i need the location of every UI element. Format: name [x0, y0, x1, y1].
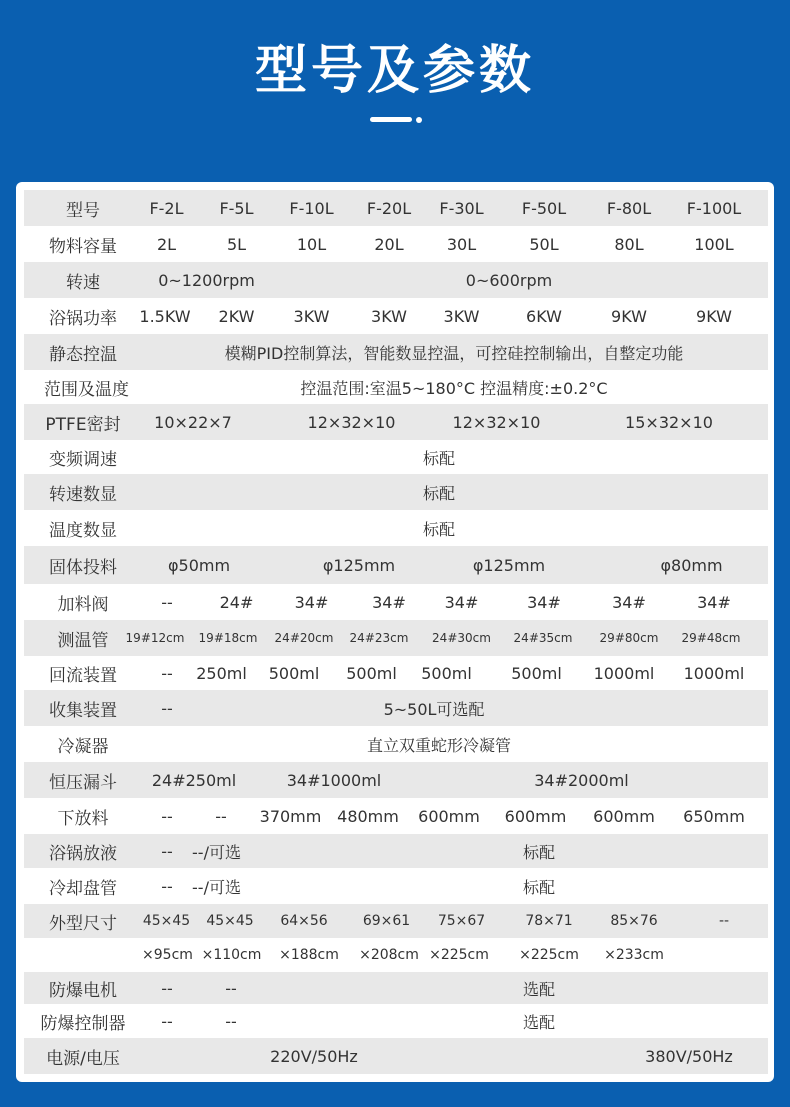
table-cell: ×208cm [359, 947, 419, 963]
table-cell: ×233cm [604, 947, 664, 963]
table-row [24, 584, 768, 620]
table-cell: φ80mm [660, 555, 723, 575]
page-title: 型号及参数 [254, 41, 535, 101]
table-cell: 标配 [422, 448, 455, 468]
table-cell: 380V/50Hz [645, 1046, 733, 1066]
table-cell: -- [161, 1011, 173, 1031]
row-label: 防爆电机 [49, 980, 117, 1001]
table-row [24, 690, 768, 726]
table-cell: 34#1000ml [286, 770, 382, 790]
row-label: 测温管 [57, 630, 109, 651]
table-cell: 1000ml [683, 663, 745, 683]
table-cell: F-30L [439, 198, 484, 218]
row-label: PTFE密封 [45, 414, 121, 435]
table-cell: 480mm [337, 806, 399, 826]
table-row [24, 262, 768, 298]
table-cell: 45×45 [206, 913, 254, 929]
table-cell: 9KW [696, 306, 732, 326]
table-cell: 15×32×10 [625, 412, 713, 432]
table-cell: 5L [226, 234, 247, 254]
table-row [24, 334, 768, 370]
table-cell: 直立双重蛇形冷凝管 [366, 735, 511, 755]
table-cell: 64×56 [280, 913, 328, 929]
table-cell: 24#250ml [151, 770, 237, 790]
table-cell: 0~600rpm [465, 270, 553, 290]
table-cell: 650mm [683, 806, 745, 826]
table-cell: 1.5KW [139, 306, 191, 326]
table-cell: 600mm [504, 806, 567, 826]
header [0, 0, 790, 182]
table-row [24, 298, 768, 334]
table-cell: 500ml [511, 663, 562, 683]
table-cell: -- [161, 876, 173, 896]
row-label: 下放料 [57, 808, 109, 829]
table-cell: F-10L [289, 198, 334, 218]
table-cell: 12×32×10 [307, 412, 396, 432]
table-cell: 24# [219, 592, 254, 612]
table-cell: 模糊PID控制算法，智能数显控温，可控硅控制输出，自整定功能 [224, 343, 684, 363]
row-label: 变频调速 [49, 449, 117, 470]
table-cell: 24#23cm [349, 631, 409, 645]
table-row [24, 1004, 768, 1038]
table-cell: --/可选 [192, 842, 241, 862]
table-cell: 34# [697, 592, 731, 612]
table-cell: -- [161, 978, 173, 998]
table-cell: 选配 [522, 979, 555, 999]
table-cell: φ125mm [322, 555, 396, 575]
row-label: 物料容量 [49, 236, 117, 257]
table-cell: 75×67 [437, 913, 486, 929]
table-cell: 24#20cm [274, 631, 334, 645]
table-row [24, 726, 768, 762]
table-cell: 选配 [522, 1012, 555, 1032]
table-row [24, 1038, 768, 1074]
row-label: 防爆控制器 [40, 1013, 126, 1034]
table-cell: 34#2000ml [534, 770, 629, 790]
table-cell: 3KW [293, 306, 330, 326]
table-cell: F-2L [149, 198, 184, 218]
table-row [24, 404, 768, 440]
table-row [24, 510, 768, 546]
table-cell: φ50mm [167, 555, 231, 575]
table-cell: 34# [294, 592, 329, 612]
table-cell: 20L [374, 234, 404, 254]
table-row [24, 226, 768, 262]
table-cell: F-50L [521, 198, 567, 218]
table-cell: ×225cm [429, 947, 489, 963]
table-row [24, 440, 768, 474]
table-cell: 69×61 [362, 913, 411, 929]
table-cell: 34# [527, 592, 561, 612]
table-cell: 85×76 [610, 913, 658, 929]
table-cell: 控温范围:室温5~180°C 控温精度:±0.2°C [300, 378, 608, 398]
table-cell: 500ml [421, 663, 472, 683]
table-cell: 19#12cm [125, 631, 185, 645]
row-label: 静态控温 [49, 344, 117, 365]
table-row [24, 972, 768, 1004]
row-label: 浴锅放液 [49, 843, 117, 864]
row-label: 回流装置 [49, 665, 117, 686]
table-cell: ×225cm [519, 947, 579, 963]
row-label: 转速 [66, 272, 100, 293]
table-cell: 30L [446, 234, 477, 254]
table-cell: 34# [372, 592, 406, 612]
table-cell: -- [215, 806, 227, 826]
table-cell: 2L [156, 234, 177, 254]
table-cell: 370mm [259, 806, 322, 826]
table-cell: φ125mm [472, 555, 546, 575]
table-cell: ×95cm [142, 947, 193, 963]
row-label: 电源/电压 [46, 1048, 120, 1069]
row-label: 范围及温度 [44, 379, 129, 400]
row-label: 冷凝器 [57, 736, 109, 757]
table-cell: -- [718, 913, 730, 929]
row-label: 浴锅功率 [49, 308, 117, 329]
row-label: 固体投料 [49, 557, 117, 578]
table-cell: 600mm [418, 806, 480, 826]
table-cell: 220V/50Hz [270, 1046, 358, 1066]
title-dot [416, 117, 422, 123]
table-cell: 45×45 [142, 913, 191, 929]
table-cell: ×110cm [201, 947, 262, 963]
table-cell: --/可选 [192, 877, 241, 897]
table-row [24, 546, 768, 584]
table-cell: F-5L [219, 198, 254, 218]
table-cell: -- [161, 806, 173, 826]
table-cell: 标配 [522, 842, 555, 862]
table-row [24, 798, 768, 834]
table-cell: 250ml [196, 663, 247, 683]
table-cell: 80L [614, 234, 644, 254]
table-row [24, 868, 768, 904]
table-cell: 5~50L可选配 [383, 699, 485, 719]
table-cell: -- [225, 978, 237, 998]
row-label: 转速数显 [49, 484, 117, 505]
table-cell: F-100L [686, 198, 742, 218]
table-row [24, 620, 768, 656]
table-cell: 19#18cm [198, 631, 258, 645]
table-row [24, 370, 768, 404]
table-cell: 500ml [346, 663, 397, 683]
table-cell: -- [161, 841, 173, 861]
table-cell: 0~1200rpm [158, 270, 255, 290]
table-cell: 50L [529, 234, 559, 254]
row-label: 外型尺寸 [49, 913, 117, 934]
table-cell: -- [161, 592, 173, 612]
table-cell: 29#80cm [599, 631, 659, 645]
table-cell: 标配 [422, 483, 455, 503]
table-cell: 标配 [422, 519, 455, 539]
table-cell: 24#30cm [432, 631, 491, 645]
table-cell: 34# [612, 592, 646, 612]
table-cell: 10L [296, 234, 327, 254]
table-cell: -- [161, 698, 173, 718]
table-cell: 12×32×10 [452, 412, 541, 432]
table-cell: 500ml [268, 663, 320, 683]
table-row [24, 904, 768, 938]
table-cell: 2KW [218, 306, 255, 326]
table-row [24, 656, 768, 690]
table-cell: F-80L [606, 198, 652, 218]
table-row [24, 834, 768, 868]
table-row [24, 762, 768, 798]
table-cell: 24#35cm [513, 631, 573, 645]
table-cell: 29#48cm [681, 631, 741, 645]
table-cell: 10×22×7 [154, 412, 232, 432]
table-cell: 34# [444, 592, 479, 612]
table-cell: 100L [694, 234, 734, 254]
table-cell: 78×71 [525, 913, 573, 929]
table-cell: -- [225, 1011, 237, 1031]
row-label: 冷却盘管 [49, 878, 117, 899]
row-label: 加料阀 [57, 594, 109, 615]
row-label: 恒压漏斗 [49, 772, 117, 793]
row-label [24, 938, 142, 972]
row-label: 收集装置 [49, 700, 117, 721]
table-cell: 9KW [611, 306, 647, 326]
row-label: 温度数显 [49, 520, 117, 541]
table-cell: 3KW [443, 306, 480, 326]
table-row [24, 190, 768, 226]
title-underline [370, 117, 412, 122]
table-cell: 标配 [522, 877, 555, 897]
table-cell: 600mm [593, 806, 655, 826]
table-row [24, 474, 768, 510]
row-label: 型号 [66, 200, 100, 221]
table-cell: 1000ml [593, 663, 655, 683]
table-row [24, 938, 768, 972]
table-cell: F-20L [366, 198, 412, 218]
table-cell: -- [161, 663, 173, 683]
table-cell: ×188cm [279, 947, 339, 963]
table-cell: 6KW [526, 306, 562, 326]
table-cell: 3KW [371, 306, 407, 326]
